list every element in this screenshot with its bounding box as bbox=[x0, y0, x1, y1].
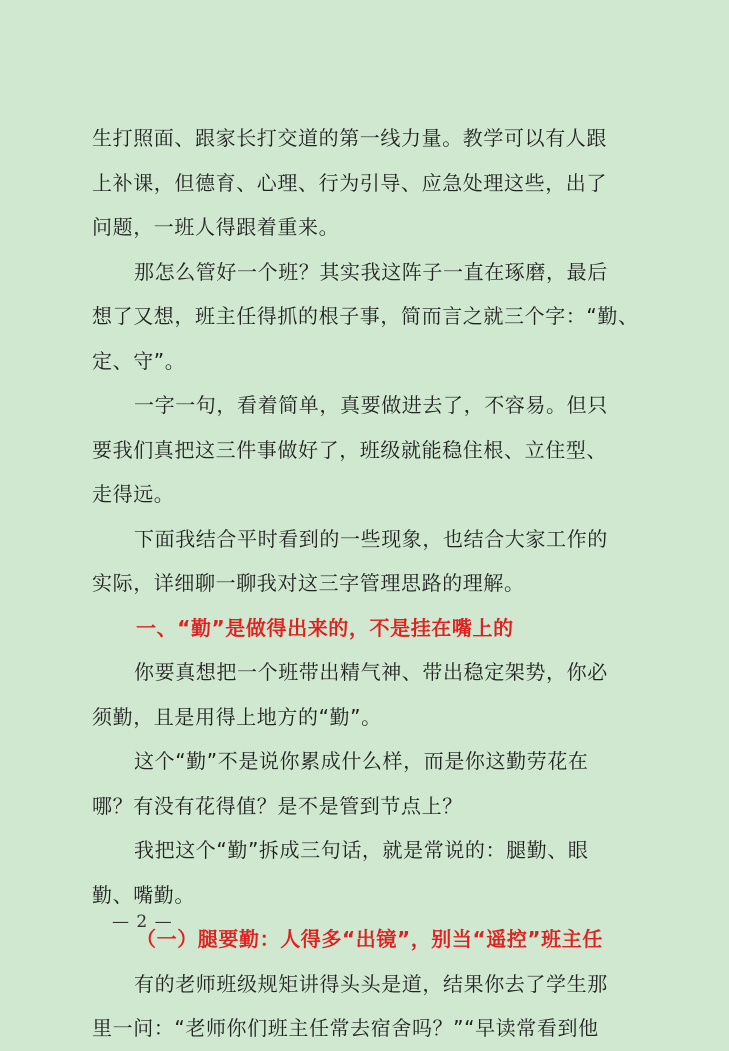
text-line: 定、守”。 bbox=[92, 348, 186, 373]
text-line: 里一问：“老师你们班主任常去宿舍吗？”“早读常看到他 bbox=[92, 1016, 599, 1040]
text-line: 走得远。 bbox=[92, 482, 175, 506]
document-body bbox=[92, 116, 644, 1051]
text-line: 实际，详细聊一聊我对这三字管理思路的理解。 bbox=[92, 571, 525, 595]
paragraph-start: 下面我结合平时看到的一些现象，也结合大家工作的 bbox=[134, 526, 608, 551]
paragraph-start: 这个“勤”不是说你累成什么样，而是你这勤劳花在 bbox=[134, 749, 589, 773]
text-line: 上补课，但德育、心理、行为引导、应急处理这些，出了 bbox=[92, 170, 607, 195]
text-line: 哪？有没有花得值？是不是管到节点上？ bbox=[92, 793, 463, 818]
page-number: — 2 — bbox=[112, 912, 173, 932]
text-line: 生打照面、跟家长打交道的第一线力量。教学可以有人跟 bbox=[92, 126, 607, 150]
text-line: 想了又想，班主任得抓的根子事，简而言之就三个字：“勤、 bbox=[92, 304, 639, 328]
subsection-heading: （一）腿要勤：人得多“出镜”，别当“遥控”班主任 bbox=[136, 927, 603, 951]
text-line: 须勤，且是用得上地方的“勤”。 bbox=[92, 704, 382, 729]
paragraph-start: 有的老师班级规矩讲得头头是道，结果你去了学生那 bbox=[134, 971, 608, 996]
text-line: 勤、嘴勤。 bbox=[92, 882, 195, 907]
text-line: 要我们真把这三件事做好了，班级就能稳住根、立住型、 bbox=[92, 437, 607, 462]
paragraph-start: 你要真想把一个班带出精气神、带出稳定架势，你必 bbox=[134, 660, 608, 684]
paragraph-start: 我把这个“勤”拆成三句话，就是常说的：腿勤、眼 bbox=[134, 838, 589, 862]
section-heading: 一、“勤”是做得出来的，不是挂在嘴上的 bbox=[136, 615, 514, 640]
paragraph-start: 那怎么管好一个班？其实我这阵子一直在琢磨，最后 bbox=[134, 259, 608, 284]
text-line: 问题，一班人得跟着重来。 bbox=[92, 215, 340, 239]
paragraph-start: 一字一句，看着简单，真要做进去了，不容易。但只 bbox=[134, 393, 608, 417]
